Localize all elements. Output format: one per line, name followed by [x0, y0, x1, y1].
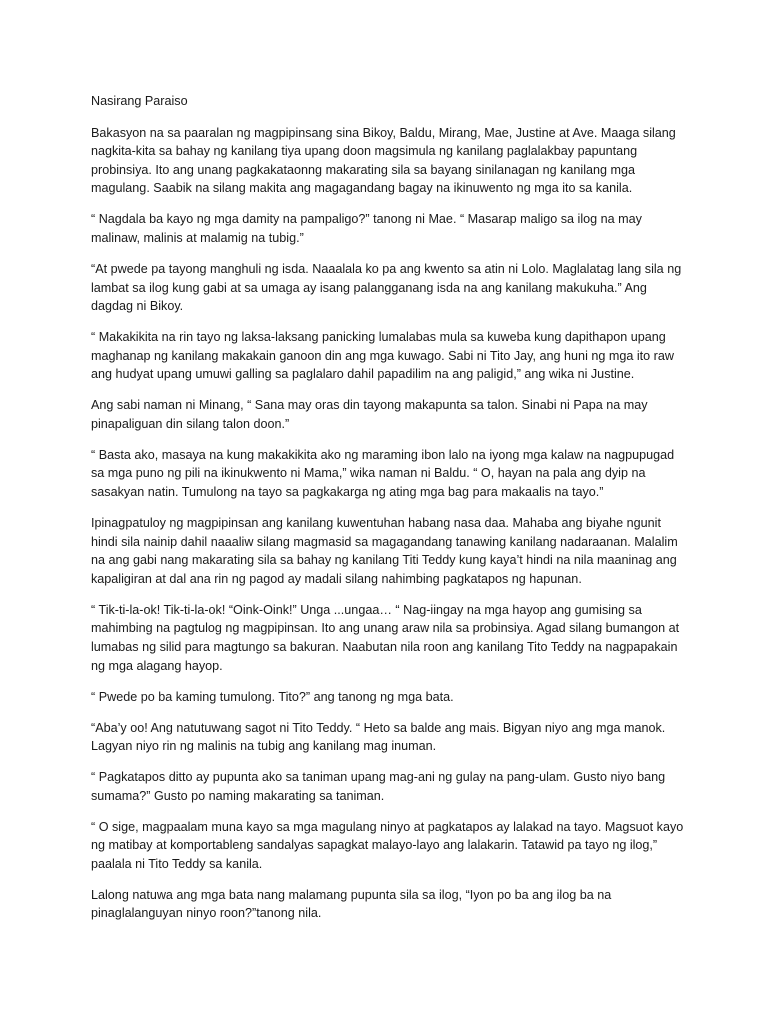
- paragraph-2: “ Nagdala ba kayo ng mga damity na pampaligo?” tanong ni Mae. “ Masarap maligo sa ilog na may malinaw, malinis at malamig na tubig.”: [91, 212, 642, 245]
- paragraph-9: “ Pwede po ba kaming tumulong. Tito?” ang tanong ng mga bata.: [91, 689, 454, 704]
- paragraph-10: “Aba’y oo! Ang natutuwang sagot ni Tito Teddy. “ Heto sa balde ang mais. Bigyan niyo ang mga manok. Lagyan niyo rin ng malinis na tubig ang kanilang mag inuman.: [91, 720, 666, 754]
- paragraph-1: Bakasyon na sa paaralan ng magpipinsang sina Bikoy, Baldu, Mirang, Mae, Justine at Ave. Maaga silang nagkita-kita sa bahay ng kanilang tiya upang doon magsimula ng kanilang paglalakbay papuntang probinsiya. Ito ang unang pagkakataonng makarating sila sa bayang sinilanagan ng kanilang mga magulang. Saabik na silang makita ang magagandang bagay na ikinuwento ng mga ito sa kanila.: [91, 125, 676, 196]
- paragraph-7: Ipinagpatuloy ng magpipinsan ang kanilang kuwentuhan habang nasa daa. Mahaba ang biyahe ngunit hindi sila nainip dahil naaaliw silang magmasid sa magagandang tanawing kanilang nadaraanan. Malalim na ang gabi nang makarating sila sa bahay ng kanilang Titi Teddy kung kaya’t hindi na nila maaninag ang kapaligiran at dal ana rin ng pagod ay madali silang nahimbing pagkatapos ng hapunan.: [91, 516, 678, 586]
- paragraph-8: “ Tik-ti-la-ok! Tik-ti-la-ok! “Oink-Oink!” Unga ...ungaa… “ Nag-iingay na mga hayop ang gumising sa mahimbing na pagtulog ng magpipinsan. Ito ang unang araw nila sa probinsiya. Agad silang bumangon at lumabas ng silid para magtungo sa bakuran. Naabutan nila roon ang kanilang Tito Teddy na nagpapakain ng mga alagang hayop.: [91, 602, 680, 673]
- paragraph-11: “ Pagkatapos ditto ay pupunta ako sa taniman upang mag-ani ng gulay na pang-ulam. Gusto niyo bang sumama?” Gusto po naming makarating sa taniman.: [91, 770, 666, 803]
- document-title: Nasirang Paraiso: [91, 94, 188, 108]
- paragraph-4: “ Makakikita na rin tayo ng laksa-laksang panicking lumalabas mula sa kuweba kung dapithapon upang maghanap ng kanilang makakain ganoon din ang mga kuwago. Sabi ni Tito Jay, ang huni ng mga ito raw ang hudyat upang umuwi galling sa paglalaro dahil papadilim na ang paligid,” ang wika ni Justine.: [91, 330, 674, 382]
- paragraph-5: Ang sabi naman ni Minang, “ Sana may oras din tayong makapunta sa talon. Sinabi ni Papa na may pinapaliguan din silang talon doon.”: [91, 398, 648, 431]
- document-body: [91, 92, 689, 935]
- paragraph-13: Lalong natuwa ang mga bata nang malamang pupunta sila sa ilog, “Iyon po ba ang ilog ba na pinaglalanguyan ninyo roon?”tanong nila.: [91, 887, 612, 921]
- paragraph-6: “ Basta ako, masaya na kung makakikita ako ng maraming ibon lalo na iyong mga kalaw na nagpupugad sa mga puno ng pili na ikinukwento ni Mama,” wika naman ni Baldu. “ O, hayan na pala ang dyip na sasakyan natin. Tumulong na tayo sa pagkakarga ng ating mga bag para makaalis na tayo.”: [91, 447, 675, 500]
- paragraph-3: “At pwede pa tayong manghuli ng isda. Naaalala ko pa ang kwento sa atin ni Lolo. Maglalatag lang sila ng lambat sa ilog kung gabi at sa umaga ay isang palangganang isda na ang kanilang makukuha.” Ang dagdag ni Bikoy.: [91, 261, 682, 314]
- paragraph-12: “ O sige, magpaalam muna kayo sa mga magulang ninyo at pagkatapos ay lalakad na tayo. Magsuot kayo ng matibay at komportableng sandalyas sapagkat malayo-layo ang lalakarin. Tatawid pa tayo ng ilog,” paalala ni Tito Teddy sa kanila.: [91, 819, 684, 871]
